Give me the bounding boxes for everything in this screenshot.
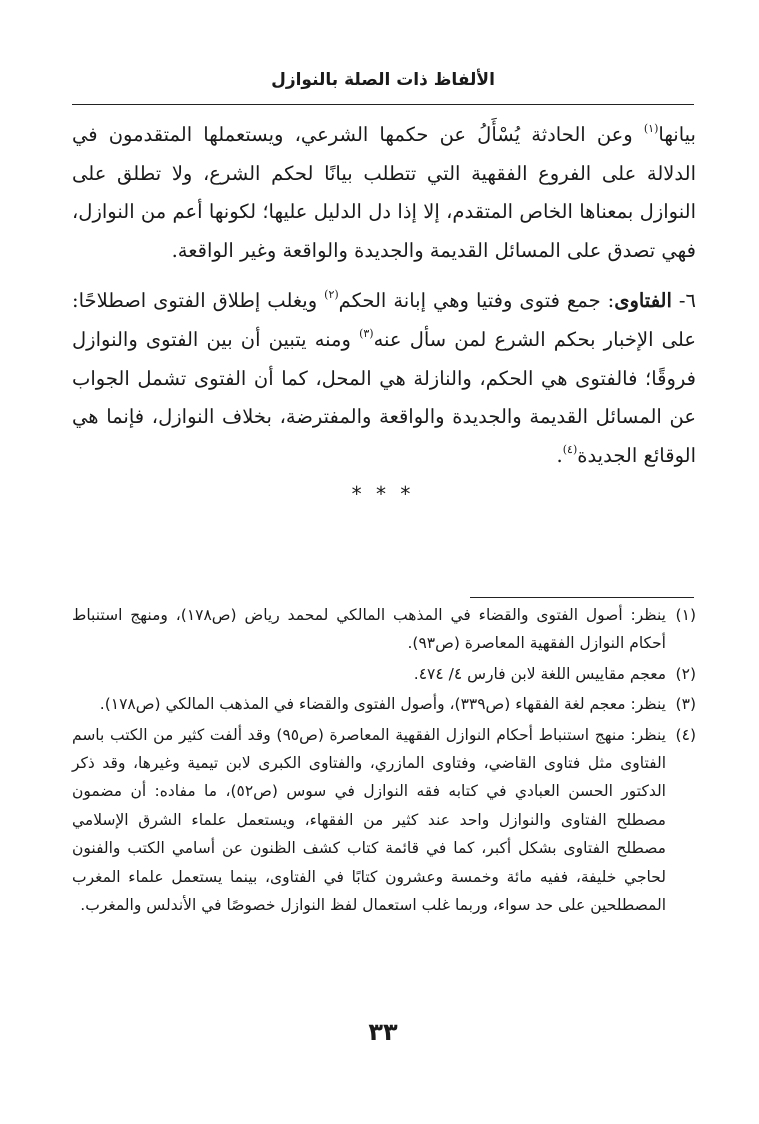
footnote-ref-2[interactable]: (٢) [324, 288, 339, 302]
footnote-number: (٤) [675, 725, 696, 744]
footnote-number: (١) [675, 606, 696, 624]
paragraph-1-rest: وعن الحادثة يُسْأَلُ عن حكمها الشرعي، ويستعملها المتقدمون في الدلالة على الفروع الفقهية التي تتطلب بيانًا لحكم الشرع، ولا تطلق على النوازل بمعناها الخاص المتقدم، إلا إذا دل الدليل عليها؛ لكونها أعم من النوازل، فهي تصدق على المسائل القديمة والجديدة والواقعة وغير الواقعة. [72, 123, 696, 262]
footnote-rule [470, 597, 694, 598]
footnote-text: ينظر: منهج استنباط أحكام النوازل الفقهية المعاصرة (ص٩٥) وقد ألفت كثير من الكتب باسم الفتاوى مثل فتاوى القاضي، وفتاوى المازري، والفتاوى الكبرى لابن تيمية وغيرها، وقد ذكر الدكتور الحسن العبادي في كتابه فقه النوازل في سوس (ص٥٢)، ما مفاده: أن مضمون مصطلح الفتاوى والنوازل واحد عند كثير من الفقهاء، ويستعمل علماء الشرق الإسلامي مصطلح الفتاوى بشكل أكبر، كما في قائمة كتاب كشف الظنون عن أسامي الكتب والفنون لحاجي خليفة، ففيه مائة وخمسة وعشرون كتابًا في الفتاوى، بينما يستعمل علماء المغرب المصطلحين على حد سواء، وربما غلب استعمال لفظ النوازل خصوصًا في الأندلس والمغرب. [72, 725, 666, 915]
footnote-number: (٣) [675, 695, 696, 714]
footnote-4 [72, 721, 696, 920]
paragraph-2-c: ومنه يتبين أن بين الفتوى والنوازل فروقًا؛ فالفتوى هي الحكم، والنازلة هي المحل، كما أن الفتوى تشمل الجواب عن المسائل القديمة والجديدة والواقعة والمفترضة، بخلاف النوازل، فإنما هي الوقائع الجديدة [72, 327, 696, 467]
item-number: ٦- [671, 289, 696, 313]
paragraph-1-start: بيانها [658, 123, 696, 146]
page-number: ٣٣ [368, 1018, 398, 1046]
footnote-ref-1[interactable]: (١) [643, 122, 659, 135]
footnote-2 [72, 660, 696, 688]
paragraph-2 [72, 282, 696, 475]
footnote-text: ينظر: أصول الفتوى والقضاء في المذهب المالكي لمحمد رياض (ص١٧٨)، ومنهج استنباط أحكام النوازل الفقهية المعاصرة (ص٩٣). [72, 606, 666, 653]
footnote-1 [72, 601, 696, 658]
section-separator: * * * [351, 482, 415, 506]
running-header: الألفاظ ذات الصلة بالنوازل [271, 70, 495, 90]
term-fatawa: الفتاوى [614, 289, 672, 313]
paragraph-2-a: : جمع فتوى وفتيا وهي إبانة الحكم [338, 289, 615, 313]
main-text [72, 116, 696, 475]
footnote-ref-3[interactable]: (٣) [359, 326, 374, 340]
footnote-text: معجم مقاييس اللغة لابن فارس ٤/ ٤٧٤. [413, 664, 666, 683]
paragraph-2-b: ويغلب إطلاق الفتوى اصطلاحًا: على الإخبار بحكم الشرع لمن سأل عنه [72, 289, 697, 351]
footnotes [72, 601, 696, 921]
footnote-number: (٢) [675, 664, 696, 683]
footnote-3 [72, 690, 696, 718]
footnote-text: ينظر: معجم لغة الفقهاء (ص٣٣٩)، وأصول الفتوى والقضاء في المذهب المالكي (ص١٧٨). [99, 695, 666, 714]
footnote-ref-4[interactable]: (٤) [562, 442, 578, 456]
header-rule [72, 104, 694, 105]
paragraph-2-end: . [556, 443, 563, 467]
paragraph-1 [72, 116, 696, 270]
